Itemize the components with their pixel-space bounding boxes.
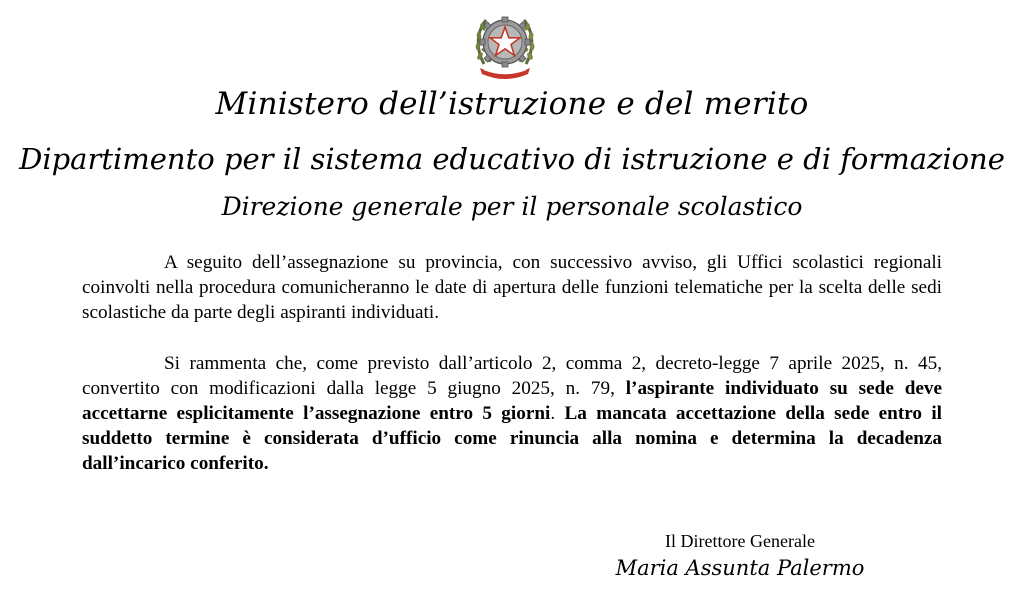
paragraph-1-text: A seguito dell’assegnazione su provincia, con successivo avviso, gli Uffici scolastici regionali coinvolti nella procedura comunicheranno le date di apertura delle funzioni telematiche per la scelta delle sedi scolastiche da parte degli aspiranti individuati. [82,252,942,323]
paragraph-1 [82,250,942,325]
emblem-graphic [470,6,540,80]
paragraph-2-mid: . [550,403,565,424]
paragraph-2-bold-1: l’aspirante individuato su sede deve accettarne esplicitamente l’assegnazione entro 5 giorni [82,378,942,424]
ministry-heading: Ministero dell’istruzione e del merito [215,86,809,122]
signature-role: Il Direttore Generale [665,531,815,551]
department-heading: Dipartimento per il sistema educativo di istruzione e di formazione [19,142,1005,176]
directorate-heading: Direzione generale per il personale scolastico [221,192,803,221]
paragraph-2-intro: Si rammenta che, come previsto dall’articolo 2, comma 2, decreto-legge 7 aprile 2025, n. 45, convertito con modificazioni dalla legge 5 giugno 2025, n. 79, [82,353,942,399]
signature-name: Maria Assunta Palermo [615,556,865,580]
italian-republic-emblem-icon [470,6,540,80]
paragraph-2 [82,351,942,476]
paragraph-2-bold-2: La mancata accettazione della sede entro il suddetto termine è considerata d’ufficio come rinuncia alla nomina e determina la decadenza dall’incarico conferito. [82,403,943,474]
